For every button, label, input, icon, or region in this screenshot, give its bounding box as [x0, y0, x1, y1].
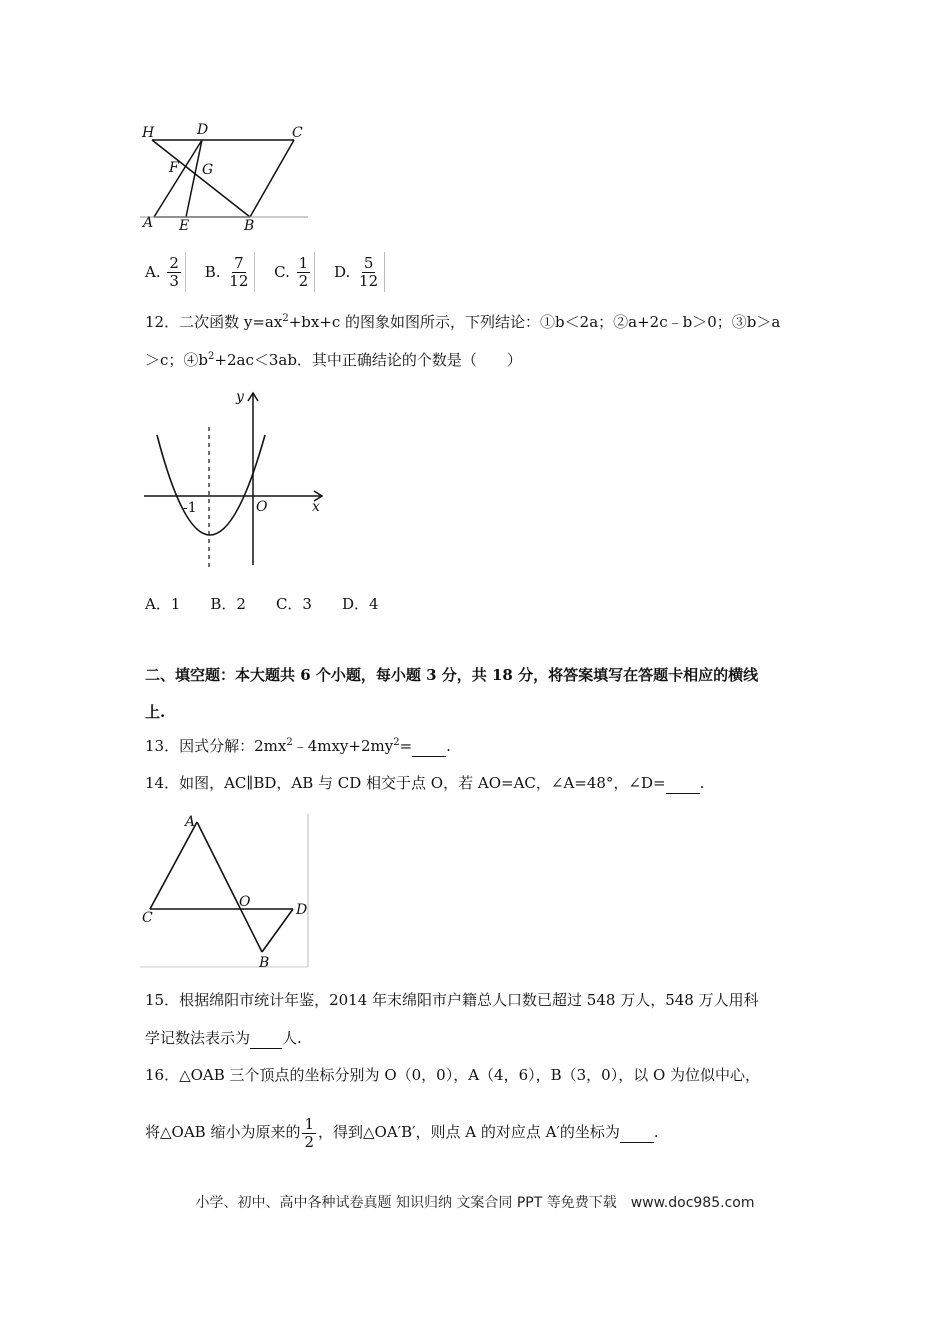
q12-options: A．1 B．2 C．3 D．4 — [145, 595, 379, 613]
q14-figure — [140, 812, 312, 970]
superscript: 2 — [282, 313, 289, 324]
denominator: 12 — [359, 271, 379, 290]
superscript: 2 — [286, 737, 293, 748]
label-origin: O — [256, 499, 268, 515]
divider — [314, 252, 315, 292]
label-o: O — [239, 894, 251, 910]
label-h: H — [142, 125, 155, 141]
text: . — [446, 737, 451, 755]
label-c: C — [142, 910, 153, 926]
segment-cb — [250, 140, 294, 217]
section2-heading-line2: 上. — [145, 703, 166, 721]
label-d: D — [197, 122, 209, 138]
label-b: B — [244, 218, 255, 234]
q11-option-c — [274, 250, 315, 294]
numerator: 5 — [363, 253, 374, 272]
fraction — [297, 255, 311, 290]
answer-blank[interactable] — [412, 736, 446, 757]
text: +2ac＜3ab．其中正确结论的个数是（ ） — [214, 351, 522, 369]
label-d: D — [296, 902, 308, 918]
divider — [254, 252, 255, 292]
segment-hb — [152, 140, 250, 217]
q15-line2 — [145, 1028, 302, 1049]
text: +bx+c 的图象如图所示，下列结论：①b＜2a；②a+2c﹣b＞0；③b＞a — [288, 313, 781, 331]
q13 — [145, 736, 451, 757]
denominator: 2 — [304, 1132, 315, 1151]
segment-ad — [154, 140, 202, 217]
option-letter: C. — [274, 263, 290, 281]
fraction — [227, 255, 250, 290]
segment-bd — [262, 909, 293, 952]
divider — [384, 252, 385, 292]
answer-blank[interactable] — [620, 1122, 654, 1143]
denominator: 2 — [298, 271, 309, 290]
divider — [185, 252, 186, 292]
q12-line2 — [145, 350, 522, 370]
text: ，得到△OA′B′，则点 A 的对应点 A′的坐标为 — [318, 1123, 620, 1141]
label-neg1: -1 — [183, 500, 197, 516]
text: 将△OAB 缩小为原来的 — [145, 1123, 301, 1141]
q14 — [145, 773, 704, 794]
superscript: 2 — [393, 737, 400, 748]
q11-figure — [140, 120, 310, 235]
segment-ca — [150, 822, 197, 909]
section2-heading-line1: 二、填空题：本大题共 6 个小题，每小题 3 分，共 18 分，将答案填写在答题卡相应的横线 — [145, 666, 759, 684]
q11-options — [145, 250, 399, 294]
label-f: F — [169, 160, 179, 176]
segment-ab — [197, 822, 262, 952]
q11-option-d — [334, 250, 385, 294]
label-a: A — [185, 814, 196, 830]
text: 14．如图，AC∥BD，AB 与 CD 相交于点 O，若 AO=AC，∠A=48°，∠D= — [145, 774, 666, 792]
label-x: x — [312, 499, 320, 515]
text: . — [699, 774, 705, 792]
text: 13．因式分解：2mx — [145, 737, 287, 755]
label-g: G — [202, 162, 214, 178]
denominator: 3 — [169, 271, 179, 290]
page-footer: 小学、初中、高中各种试卷真题 知识归纳 文案合同 PPT 等免费下载 www.doc985.com — [195, 1195, 755, 1211]
option-letter: B. — [204, 263, 221, 281]
answer-blank[interactable] — [666, 773, 700, 794]
fraction — [167, 255, 181, 290]
text: = — [399, 737, 413, 755]
text: . — [653, 1123, 659, 1141]
text: 学记数法表示为 — [145, 1029, 251, 1047]
text: ﹣4mxy+2my — [292, 737, 394, 755]
option-letter: D. — [334, 263, 351, 281]
text: 人. — [282, 1029, 302, 1047]
numerator: 1 — [298, 253, 309, 272]
q11-option-b — [205, 250, 256, 294]
answer-blank[interactable] — [250, 1028, 282, 1049]
text: ＞c；④b — [145, 351, 209, 369]
label-y: y — [236, 389, 244, 405]
q16-line1: 16．△OAB 三个顶点的坐标分别为 O（0，0），A（4，6），B（3，0），以 O 为位似中心， — [145, 1066, 761, 1084]
label-c: C — [292, 125, 303, 141]
q16-line2 — [145, 1112, 659, 1152]
numerator: 7 — [234, 253, 244, 272]
label-b: B — [259, 955, 270, 970]
denominator: 12 — [229, 271, 249, 290]
text: 12．二次函数 y=ax — [145, 313, 283, 331]
q12-line1 — [145, 312, 780, 332]
q11-option-a — [145, 250, 186, 294]
label-e: E — [179, 218, 190, 234]
fraction-one-half — [302, 1116, 316, 1151]
numerator: 1 — [304, 1114, 315, 1133]
superscript: 2 — [208, 351, 215, 362]
q12-parabola-graph — [140, 385, 340, 575]
q15-line1: 15．根据绵阳市统计年鉴，2014 年末绵阳市户籍总人口数已超过 548 万人，548 万人用科 — [145, 991, 759, 1009]
parabola-curve — [157, 435, 265, 535]
option-letter: A. — [145, 263, 161, 281]
numerator: 2 — [169, 253, 179, 272]
fraction — [357, 255, 380, 290]
label-a: A — [143, 215, 154, 231]
